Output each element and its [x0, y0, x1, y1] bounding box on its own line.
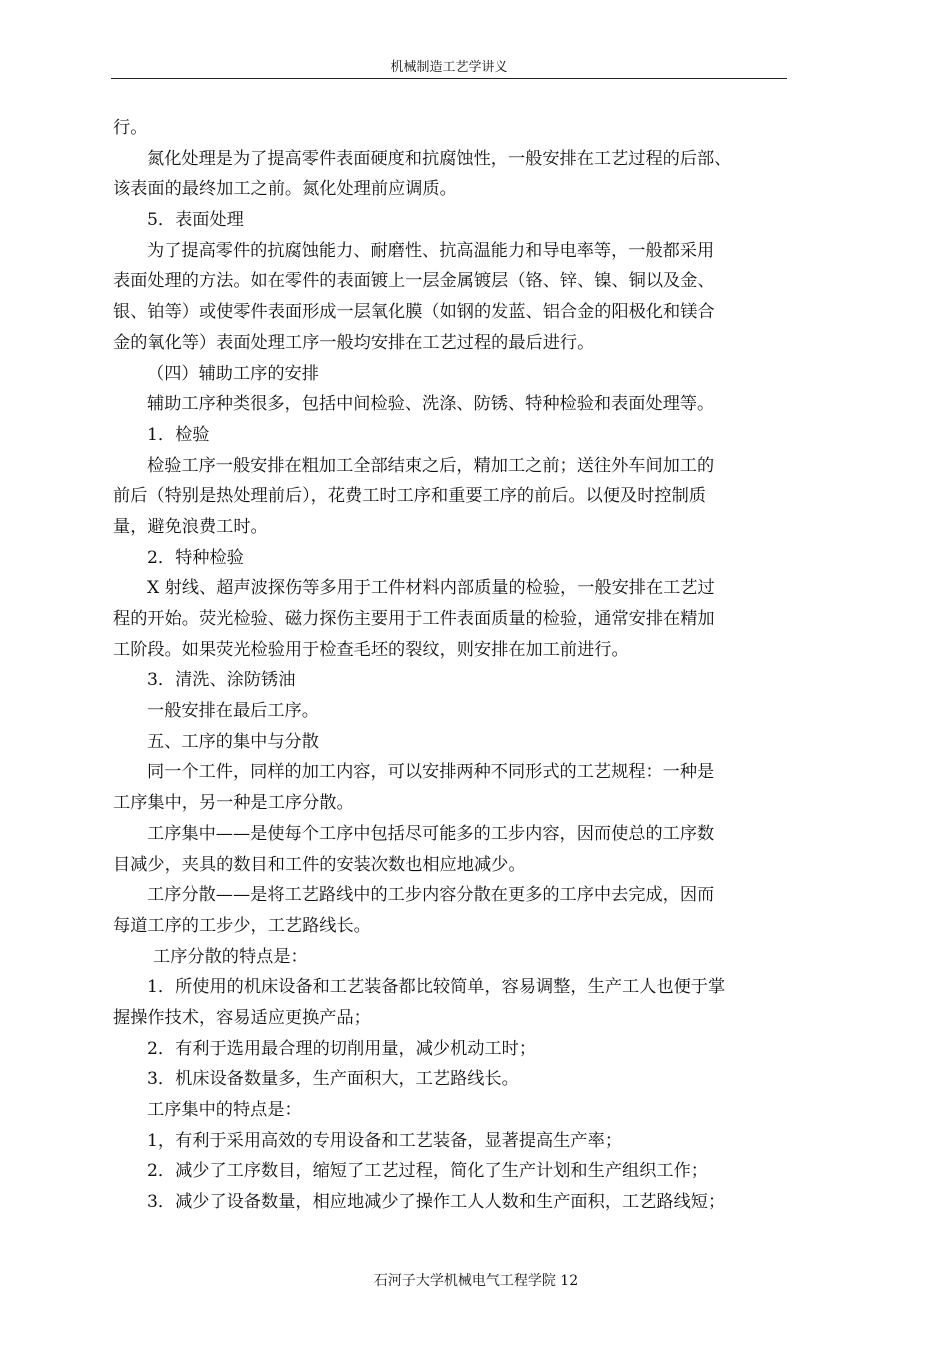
text-line: 行。 [113, 118, 148, 138]
text-line: 目减少，夹具的数目和工件的安装次数也相应地减少。 [113, 854, 526, 875]
section-heading: 五、工序的集中与分散 [147, 731, 319, 752]
text-line: 辅助工序种类很多，包括中间检验、洗涤、防锈、特种检验和表面处理等。 [147, 394, 715, 415]
section-heading: 1．检验 [147, 424, 210, 445]
text-line: 工序集中，另一种是工序分散。 [113, 793, 354, 814]
text-line: 量，避免浪费工时。 [113, 516, 268, 537]
page-footer: 石河子大学机械电气工程学院 12 [373, 1273, 579, 1289]
section-heading: 3．清洗、涂防锈油 [147, 670, 296, 691]
text-line: 工序集中的特点是： [147, 1100, 302, 1120]
text-line: 工序集中——是使每个工序中包括尽可能多的工步内容，因而使总的工序数 [147, 823, 715, 844]
section-heading: （四）辅助工序的安排 [147, 363, 319, 384]
text-line: X 射线、超声波探伤等多用于工件材料内部质量的检验，一般安排在工艺过 [147, 578, 715, 599]
text-line: 检验工序一般安排在粗加工全部结束之后，精加工之前；送往外车间加工的 [147, 455, 715, 476]
list-item: 2．有利于选用最合理的切削用量，减少机动工时； [147, 1038, 537, 1059]
list-item: 1．所使用的机床设备和工艺装备都比较简单，容易调整，生产工人也便于掌 [147, 977, 726, 998]
text-line: 握操作技术，容易适应更换产品； [113, 1007, 371, 1028]
body-text [113, 113, 786, 1218]
text-line: 工序分散——是将工艺路线中的工步内容分散在更多的工序中去完成，因而 [147, 885, 715, 906]
text-line: 同一个工件，同样的加工内容，可以安排两种不同形式的工艺规程：一种是 [147, 762, 715, 783]
text-line: 表面处理的方法。如在零件的表面镀上一层金属镀层（铬、锌、镍、铜以及金、 [113, 271, 715, 292]
text-line: 每道工序的工步少，工艺路线长。 [113, 915, 371, 936]
text-line: 金的氧化等）表面处理工序一般均安排在工艺过程的最后进行。 [113, 332, 595, 353]
header-rule [111, 78, 787, 79]
text-line: 工序分散的特点是： [153, 946, 308, 967]
text-line: 银、铂等）或使零件表面形成一层氧化膜（如钢的发蓝、铝合金的阳极化和镁合 [113, 302, 715, 323]
section-heading: 5．表面处理 [147, 210, 244, 231]
text-line: 工阶段。如果荧光检验用于检查毛坯的裂纹，则安排在加工前进行。 [113, 639, 629, 660]
list-item: 3．减少了设备数量，相应地减少了操作工人人数和生产面积，工艺路线短； [147, 1192, 726, 1213]
list-item: 1，有利于采用高效的专用设备和工艺装备，显著提高生产率； [147, 1130, 623, 1151]
text-line: 一般安排在最后工序。 [147, 701, 319, 722]
text-line: 程的开始。荧光检验、磁力探伤主要用于工件表面质量的检验，通常安排在精加 [113, 609, 715, 629]
list-item: 3．机床设备数量多，生产面积大，工艺路线长。 [147, 1069, 519, 1090]
section-heading: 2．特种检验 [147, 547, 244, 568]
text-line: 为了提高零件的抗腐蚀能力、耐磨性、抗高温能力和导电率等，一般都采用 [147, 240, 715, 261]
text-line: 前后（特别是热处理前后），花费工时工序和重要工序的前后。以便及时控制质 [113, 486, 706, 507]
text-line: 氮化处理是为了提高零件表面硬度和抗腐蚀性，一般安排在工艺过程的后部、 [147, 148, 732, 169]
text-line: 该表面的最终加工之前。氮化处理前应调质。 [113, 179, 457, 200]
list-item: 2．减少了工序数目，缩短了工艺过程，简化了生产计划和生产组织工作； [147, 1161, 708, 1182]
running-header: 机械制造工艺学讲义 [390, 60, 508, 75]
